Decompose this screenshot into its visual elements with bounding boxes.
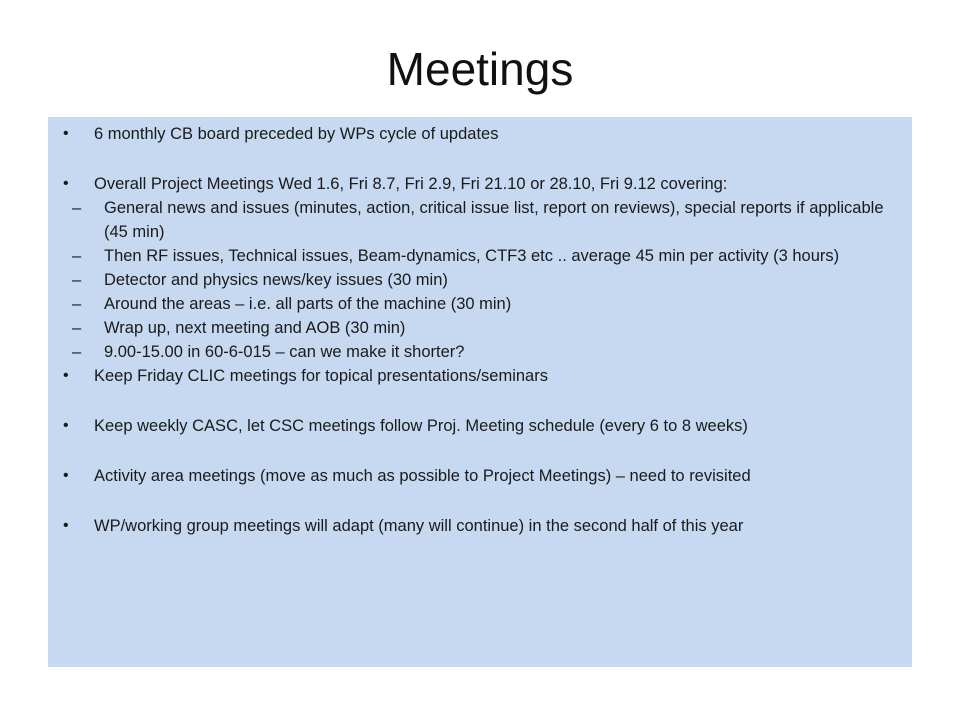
bullet-dot-icon: • <box>63 417 69 434</box>
dash-icon: – <box>72 247 82 265</box>
bullet-item <box>62 122 898 146</box>
bullet-dot-icon: • <box>63 467 69 484</box>
bullet-text: Keep weekly CASC, let CSC meetings follow Proj. Meeting schedule (every 6 to 8 weeks) <box>94 417 748 435</box>
sub-item-text: 9.00-15.00 in 60-6-015 – can we make it shorter? <box>104 343 465 361</box>
bullet-item <box>62 172 898 364</box>
sub-item-text: Around the areas – i.e. all parts of the machine (30 min) <box>104 295 512 313</box>
sub-list <box>62 196 898 364</box>
bullet-text: WP/working group meetings will adapt (many will continue) in the second half of this year <box>94 517 744 535</box>
sub-item-text: Wrap up, next meeting and AOB (30 min) <box>104 319 406 337</box>
sub-item-text: General news and issues (minutes, action, critical issue list, report on reviews), special reports if applicable (45 min) <box>104 199 884 241</box>
content-box <box>48 117 912 667</box>
bullet-text: Activity area meetings (move as much as possible to Project Meetings) – need to revisited <box>94 467 751 485</box>
bullet-text: Keep Friday CLIC meetings for topical presentations/seminars <box>94 367 548 385</box>
dash-icon: – <box>72 343 82 361</box>
sub-item <box>62 340 898 364</box>
dash-icon: – <box>72 271 82 289</box>
bullet-item <box>62 464 898 488</box>
bullet-list <box>62 122 898 538</box>
bullet-dot-icon: • <box>63 125 69 142</box>
sub-item-text: Detector and physics news/key issues (30 min) <box>104 271 448 289</box>
dash-icon: – <box>72 295 82 313</box>
sub-item <box>62 268 898 292</box>
sub-item <box>62 292 898 316</box>
sub-item <box>62 196 898 244</box>
bullet-dot-icon: • <box>63 517 69 534</box>
bullet-text: Overall Project Meetings Wed 1.6, Fri 8.7, Fri 2.9, Fri 21.10 or 28.10, Fri 9.12 covering: <box>94 175 728 193</box>
bullet-text: 6 monthly CB board preceded by WPs cycle of updates <box>94 125 499 143</box>
bullet-dot-icon: • <box>63 175 69 192</box>
sub-item-text: Then RF issues, Technical issues, Beam-dynamics, CTF3 etc .. average 45 min per activity (3 hours) <box>104 247 840 265</box>
sub-item <box>62 244 898 268</box>
bullet-dot-icon: • <box>63 367 69 384</box>
dash-icon: – <box>72 199 82 217</box>
bullet-item <box>62 414 898 438</box>
sub-item <box>62 316 898 340</box>
slide-title: Meetings <box>386 43 574 95</box>
dash-icon: – <box>72 319 82 337</box>
bullet-item <box>62 364 898 388</box>
bullet-item <box>62 514 898 538</box>
